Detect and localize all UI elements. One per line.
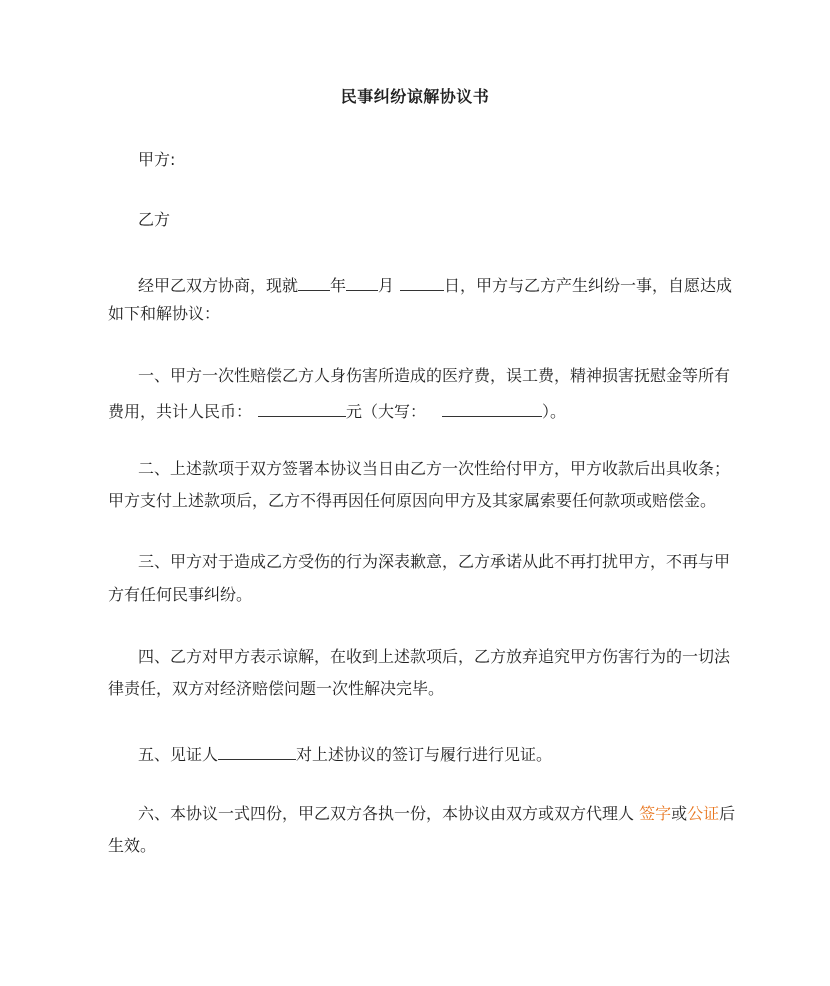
- amount-blank: [258, 398, 346, 417]
- notarization-highlight: 公证: [687, 804, 720, 823]
- yuan-label: 元（大写：: [346, 402, 427, 421]
- clause-1-line-2: [108, 398, 566, 422]
- clause-2-line-1: 二、上述款项于双方签署本协议当日由乙方一次性给付甲方，甲方收款后出具收条；: [138, 459, 731, 478]
- witness-suffix: 对上述协议的签订与履行进行见证。: [296, 745, 553, 764]
- year-label: 年: [330, 276, 347, 295]
- clause-6-mid: 或: [671, 804, 688, 823]
- party-a-label: 甲方:: [138, 150, 176, 169]
- clause-4-line-1: 四、乙方对甲方表示谅解，在收到上述款项后，乙方放弃追究甲方伤害行为的一切法: [138, 647, 731, 666]
- clause-6-line-1: [138, 804, 735, 824]
- amount-suffix: ）。: [542, 402, 567, 421]
- day-blank: [400, 272, 444, 291]
- clause-6-suffix: 后: [719, 804, 736, 823]
- amount-prefix: 费用，共计人民币：: [108, 402, 253, 421]
- witness-prefix: 五、见证人: [138, 745, 219, 764]
- clause-3-line-1: 三、甲方对于造成乙方受伤的行为深表歉意，乙方承诺从此不再打扰甲方，不再与甲: [138, 552, 731, 571]
- intro-line-1: [138, 272, 732, 296]
- intro-text: 经甲乙双方协商，现就: [138, 276, 299, 295]
- signature-highlight: 签字: [639, 804, 672, 823]
- clause-5-line: [138, 741, 552, 765]
- clause-6-prefix: 六、本协议一式四份，甲乙双方各执一份，本协议由双方或双方代理人: [138, 804, 640, 823]
- intro-line-2: 如下和解协议：: [108, 304, 221, 323]
- year-blank: [298, 272, 330, 291]
- day-tail-text: 日，甲方与乙方产生纠纷一事，自愿达成: [444, 276, 733, 295]
- clause-1-line-1: 一、甲方一次性赔偿乙方人身伤害所造成的医疗费，误工费，精神损害抚慰金等所有: [138, 366, 731, 385]
- clause-2-line-2: 甲方支付上述款项后，乙方不得再因任何原因向甲方及其家属索要任何款项或赔偿金。: [108, 491, 717, 510]
- amount-uppercase-blank: [442, 398, 542, 417]
- month-label: 月: [378, 276, 395, 295]
- document-title: 民事纠纷谅解协议书: [340, 87, 490, 106]
- party-b-label: 乙方: [138, 210, 171, 229]
- month-blank: [346, 272, 378, 291]
- clause-3-line-2: 方有任何民事纠纷。: [108, 585, 253, 604]
- witness-blank: [218, 741, 296, 760]
- clause-6-line-2: 生效。: [108, 836, 157, 855]
- clause-4-line-2: 律责任，双方对经济赔偿问题一次性解决完毕。: [108, 679, 445, 698]
